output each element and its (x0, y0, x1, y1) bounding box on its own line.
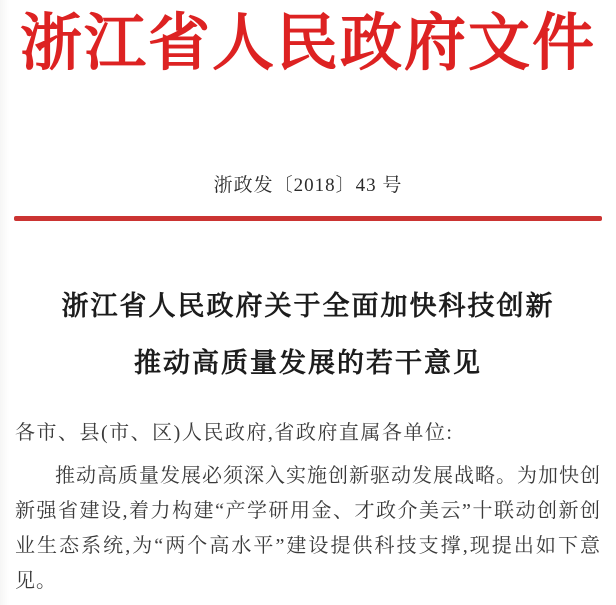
paragraph-line: 见。 (15, 570, 57, 592)
salutation: 各市、县(市、区)人民政府,省政府直属各单位: (15, 422, 454, 444)
paragraph-line: 业生态系统,为“两个高水平”建设提供科技支撑,现提出如下意 (15, 535, 601, 557)
paragraph-line: 新强省建设,着力构建“产学研用金、才政介美云”十联动创新创 (15, 500, 601, 522)
document-title-line2: 推动高质量发展的若干意见 (134, 348, 482, 378)
document-number: 浙政发〔2018〕43 号 (213, 175, 403, 196)
paragraph-line: 推动高质量发展必须深入实施创新驱动发展战略。为加快创 (55, 465, 601, 487)
body-paragraph (15, 459, 601, 599)
red-divider-line (14, 216, 602, 221)
letterhead-title: 浙江省人民政府文件 (19, 10, 596, 78)
document-title (0, 278, 616, 392)
document-title-line1: 浙江省人民政府关于全面加快科技创新 (61, 291, 555, 321)
